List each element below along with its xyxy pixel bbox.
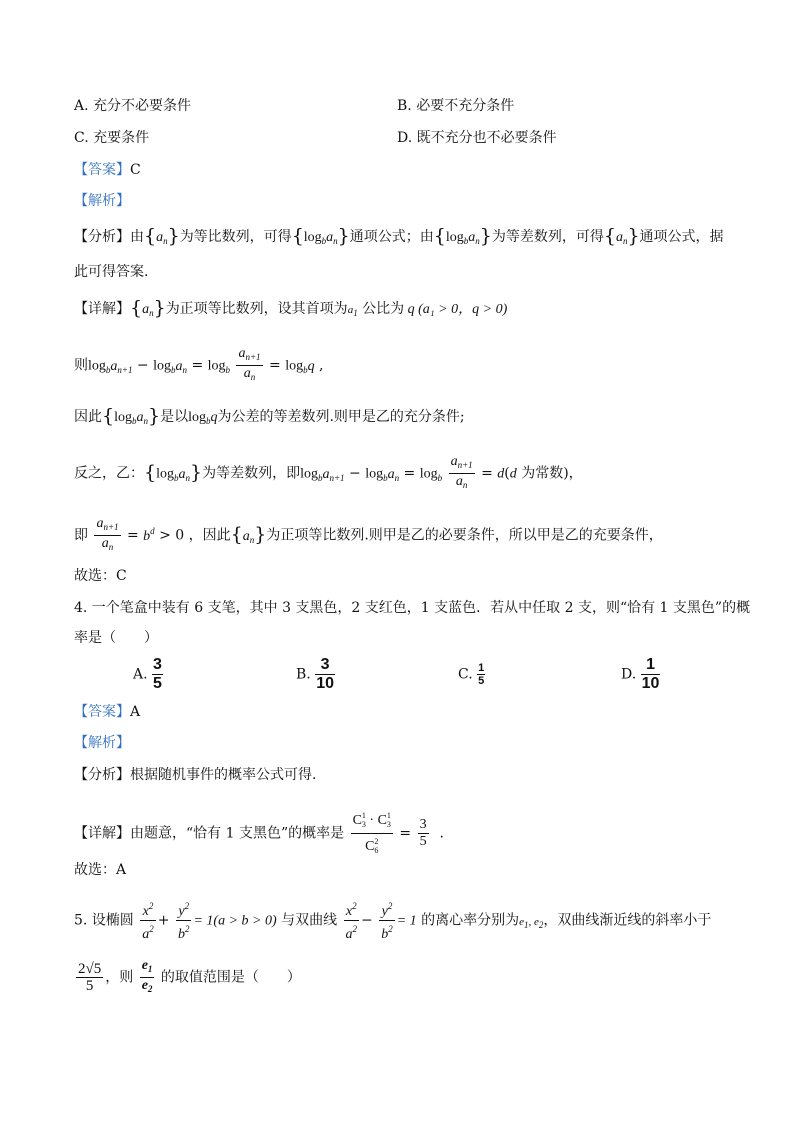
- option-a: A. 充分不必要条件: [74, 98, 192, 114]
- xiangjie-line-5: 即 $\frac{a_{n+1}}{a_n}$ = $b^d > 0$ ，因此$\{a_n\}$为正项等比数列.则甲是乙的必要条件，所以甲是乙的充要条件，: [74, 516, 663, 552]
- q3-guxuan: 故选：C: [74, 568, 127, 584]
- q4-analysis-tag: 【解析】: [74, 735, 130, 751]
- xiangjie-tag: 【详解】: [74, 301, 130, 317]
- xiangjie-line-3: 因此$\{\log_ba_n\}$是以$\log_bq$为公差的等差数列.则甲是乙的充分条件;: [74, 405, 465, 427]
- fenxi-line-2: 此可得答案.: [74, 264, 149, 280]
- option-d: D. 既不充分也不必要条件: [397, 130, 557, 146]
- q4-option-d: D. $\frac{1}{10}$: [621, 656, 660, 692]
- fenxi-tag: 【分析】: [74, 229, 130, 245]
- xiangjie-line-1: 【详解】$\{a_n\}$为正项等比数列，设其首项为$a_1$ 公比为 q (a₁ > 0，q > 0): [74, 297, 508, 319]
- q5-stem-1: 5. 设椭圆 $\frac{x^2}{a^2}$ + $\frac{y^2}{b^2}$ = 1(a > b > 0) 与双曲线 $\frac{x^2}{a^2}$ − $\frac{y^2}{b^2}$ = 1 的离心率分别为$e_1$, $e_2$，双曲线渐近线的斜率小于: [74, 898, 711, 943]
- q4-guxuan: 故选：A: [74, 862, 127, 878]
- option-b: B. 必要不充分条件: [397, 98, 515, 114]
- q4-xiangjie-line: 【详解】由题意，“恰有 1 支黑色”的概率是 $\frac{C^1_3 \cdot C^1_3}{C^2_6}$ = $\frac{3}{5}$ .: [74, 808, 444, 859]
- q5-stem-2: $\frac{2√5}{5}$ ，则 $\frac{e_1}{e_2}$ 的取值范围是（ ）: [78, 958, 301, 994]
- q4-option-c: C. $\frac{1}{5}$: [458, 662, 485, 687]
- q4-fenxi-line: 【分析】根据随机事件的概率公式可得.: [74, 767, 317, 783]
- answer-value: C: [130, 162, 141, 178]
- q4-option-a: A. $\frac{3}{5}$: [133, 656, 162, 692]
- fenxi-line-1: 【分析】由$\{a_n\}$为等比数列，可得$\{\log_ba_n\}$通项公式；由$\{\log_ba_n\}$为等差数列，可得$\{a_n\}$通项公式，据: [74, 225, 724, 247]
- q4-stem-1: 4. 一个笔盒中装有 6 支笔，其中 3 支黑色，2 支红色，1 支蓝色．若从中任取 2 支，则“恰有 1 支黑色”的概: [74, 600, 751, 616]
- xiangjie-line-4: 反之，乙：$\{\log_ba_n\}$为等差数列，即$\log_ba_{n+1} - \log_ba_n = \log_b$ $\frac{a_{n+1}}{a_n}$ = d(d 为常数)，: [74, 454, 583, 490]
- answer-tag: 【答案】: [74, 162, 130, 178]
- xiangjie-line-2: 则$\log_ba_{n+1} - \log_ba_n = \log_b$ $\frac{a_{n+1}}{a_n}$ = $\log_bq$ ,: [74, 346, 324, 382]
- q4-stem-2: 率是（ ）: [74, 630, 158, 646]
- option-c: C. 充要条件: [74, 130, 150, 146]
- q4-option-b: B. $\frac{3}{10}$: [296, 656, 334, 692]
- analysis-tag: 【解析】: [74, 193, 130, 209]
- answer-line: [74, 160, 141, 180]
- q4-answer-line: 【答案】A: [74, 704, 141, 720]
